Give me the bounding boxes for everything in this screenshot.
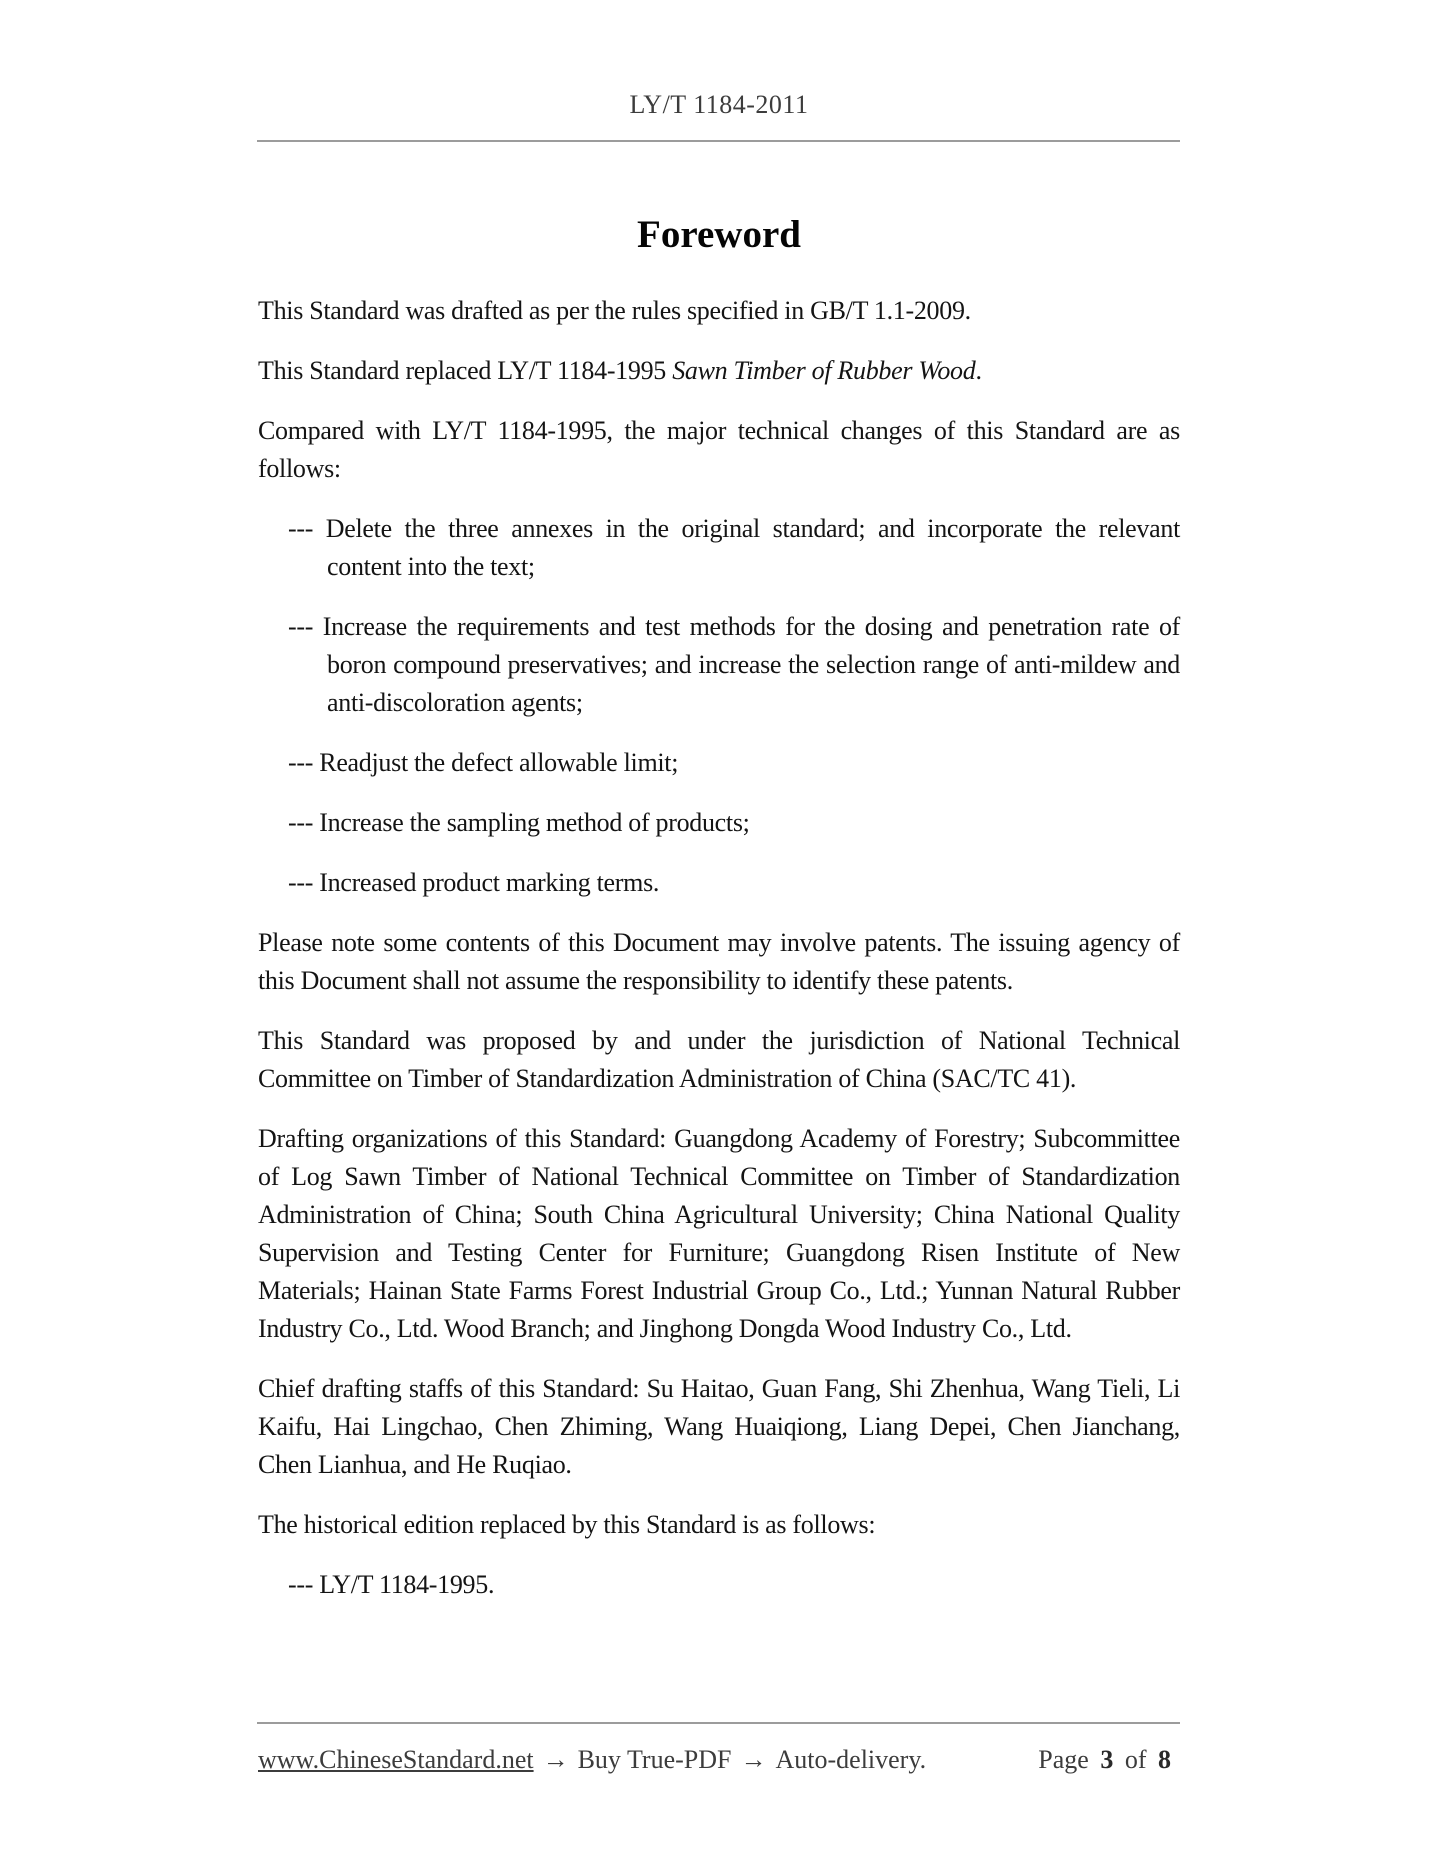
page-label: Page bbox=[1038, 1745, 1089, 1774]
paragraph-historical-edition-intro: The historical edition replaced by this Standard is as follows: bbox=[258, 1510, 876, 1539]
bullet-item-increase-requirements: --- Increase the requirements and test methods for the dosing and penetration rate of boron compound preservatives; and increase the selection range of anti-mildew and anti-discoloration agents; bbox=[288, 612, 1180, 717]
arrow-right-icon: → bbox=[542, 1745, 569, 1774]
header-rule bbox=[257, 140, 1180, 142]
paragraph-replaced-standard bbox=[258, 352, 1180, 390]
website-link[interactable]: www.ChineseStandard.net bbox=[258, 1745, 534, 1774]
bullet-item-sampling-method: --- Increase the sampling method of products; bbox=[288, 808, 750, 837]
footer-left bbox=[258, 1744, 926, 1776]
current-page-number: 3 bbox=[1100, 1745, 1114, 1774]
document-number: LY/T 1184-2011 bbox=[629, 90, 809, 119]
paragraph-drafting-organizations: Drafting organizations of this Standard: Guangdong Academy of Forestry; Subcommittee of Log Sawn Timber of National Technical Committee on Timber of Standardization Administration of China; South China Agricultural University; China National Quality Supervision and Testing Center for Furniture; Guangdong Risen Institute of New Materials; Hainan State Farms Forest Industrial Group Co., Ltd.; Yunnan Natural Rubber Industry Co., Ltd. Wood Branch; and Jinghong Dongda Wood Industry Co., Ltd. bbox=[258, 1124, 1180, 1343]
paragraph-technical-changes-intro: Compared with LY/T 1184-1995, the major technical changes of this Standard are as follows: bbox=[258, 416, 1180, 483]
buy-true-pdf-label: Buy True-PDF bbox=[577, 1745, 732, 1774]
page-title: Foreword bbox=[637, 213, 801, 256]
bullet-item-delete-annexes: --- Delete the three annexes in the original standard; and incorporate the relevant content into the text; bbox=[288, 514, 1180, 581]
page-footer bbox=[258, 1744, 1171, 1776]
paragraph-chief-drafting-staffs: Chief drafting staffs of this Standard: Su Haitao, Guan Fang, Shi Zhenhua, Wang Tieli, Li Kaifu, Hai Lingchao, Chen Zhiming, Wang Huaiqiong, Liang Depei, Chen Jianchang, Chen Lianhua, and He Ruqiao. bbox=[258, 1374, 1180, 1479]
paragraph-replaced-suffix: . bbox=[975, 356, 982, 385]
paragraph-drafting-rules: This Standard was drafted as per the rules specified in GB/T 1.1-2009. bbox=[258, 296, 971, 325]
auto-delivery-label: Auto-delivery. bbox=[775, 1745, 927, 1774]
total-page-number: 8 bbox=[1158, 1745, 1171, 1774]
paragraph-patents-notice: Please note some contents of this Document may involve patents. The issuing agency of this Document shall not assume the responsibility to identify these patents. bbox=[258, 928, 1180, 995]
arrow-right-icon: → bbox=[740, 1745, 767, 1774]
footer-rule bbox=[257, 1722, 1180, 1724]
page-indicator bbox=[1038, 1744, 1171, 1776]
of-label: of bbox=[1124, 1745, 1147, 1774]
paragraph-replaced-prefix: This Standard replaced LY/T 1184-1995 bbox=[258, 356, 673, 385]
bullet-item-readjust-limit: --- Readjust the defect allowable limit; bbox=[288, 748, 679, 777]
replaced-standard-title: Sawn Timber of Rubber Wood bbox=[672, 356, 976, 385]
bullet-item-historical-edition: --- LY/T 1184-1995. bbox=[288, 1570, 495, 1599]
bullet-item-marking-terms: --- Increased product marking terms. bbox=[288, 868, 660, 897]
document-body bbox=[258, 292, 1180, 1626]
paragraph-jurisdiction: This Standard was proposed by and under the jurisdiction of National Technical Committee on Timber of Standardization Administration of China (SAC/TC 41). bbox=[258, 1026, 1180, 1093]
